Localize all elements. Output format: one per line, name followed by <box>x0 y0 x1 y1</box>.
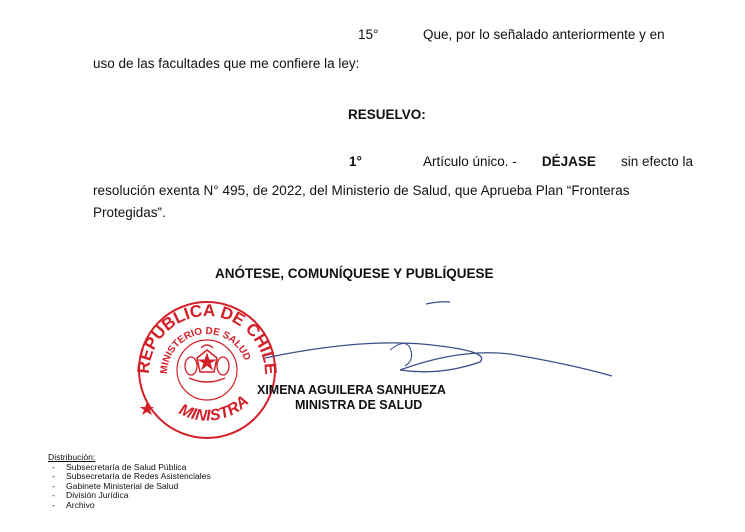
seal-star-icon <box>140 402 154 415</box>
article-number: 1° <box>349 154 362 169</box>
article-keyword: DÉJASE <box>541 154 596 169</box>
paragraph-15-line2: uso de las facultades que me confiere la ley: <box>93 56 360 71</box>
signatory-name: XIMENA AGUILERA SANHUEZA <box>257 383 446 397</box>
article-rest: sin efecto la <box>620 154 693 169</box>
coat-of-arms-icon <box>185 345 229 382</box>
list-item: - Subsecretaría de Salud Pública <box>52 461 187 472</box>
article-line3: Protegidas”. <box>93 205 166 220</box>
resuelvo-heading: RESUELVO: <box>348 107 426 122</box>
list-item: - Archivo <box>52 499 95 510</box>
article-line2: resolución exenta N° 495, de 2022, del Ministerio de Salud, que Aprueba Plan “Fronteras <box>93 183 630 198</box>
paragraph-15-line1: Que, por lo señalado anteriormente y en <box>423 27 665 42</box>
handwritten-signature <box>240 288 620 398</box>
closing-formula: ANÓTESE, COMUNÍQUESE Y PUBLÍQUESE <box>215 266 494 281</box>
article-line1 <box>423 153 693 171</box>
paragraph-number-15: 15° <box>358 27 379 42</box>
distribution-heading: Distribución: <box>48 452 96 462</box>
list-item: - Subsecretaría de Redes Asistenciales <box>52 471 211 482</box>
seal-ministry-text: MINISTERIO DE SALUD <box>158 325 253 375</box>
distribution-list <box>48 453 211 511</box>
seal-role-text: MINISTRA <box>176 392 253 425</box>
list-item: - División Jurídica <box>52 490 129 501</box>
article-intro: Artículo único. - <box>423 154 517 169</box>
seal-country-text: REPUBLICA DE CHILE <box>133 300 281 376</box>
signatory-title: MINISTRA DE SALUD <box>295 398 423 412</box>
list-item: - Gabinete Ministerial de Salud <box>52 480 179 491</box>
